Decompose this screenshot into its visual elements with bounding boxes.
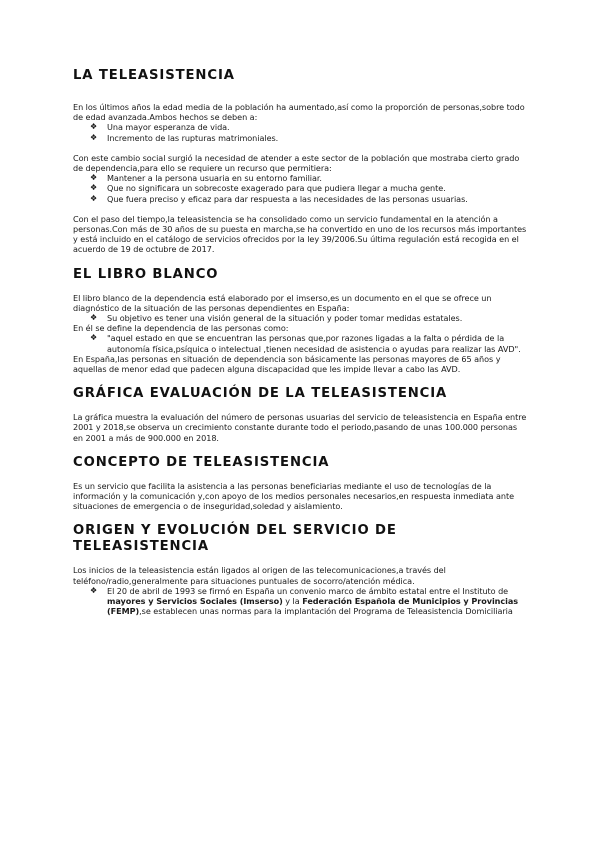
paragraph: Con este cambio social surgió la necesidad de atender a este sector de la población que mostraba cierto grado de dependencia,para ello se requiere un recurso que permitiera: (73, 152, 520, 174)
bullet-list (73, 122, 528, 142)
paragraph: En España,las personas en situación de dependencia son básicamente las personas mayores de 65 años y aquellas de menor edad que padecen alguna discapacidad que les impide llevar a cabo las AVD. (73, 353, 501, 375)
diamond-bullet-icon: ❖ (90, 173, 98, 183)
paragraph: La gráfica muestra la evaluación del número de personas usuarias del servicio de teleasistencia en España entre 2001 y 2018,se observa un crecimiento constante durante todo el periodo,pasando de unas 100.000 personas en 2001 a más de 900.000 en 2018. (73, 412, 527, 443)
diamond-bullet-icon: ❖ (90, 122, 98, 132)
paragraph: Es un servicio que facilita la asistencia a las personas beneficiarias mediante el uso de tecnologías de la información y la comunicación y,con apoyo de los medios personales necesarios,en respuesta inmediata ante situaciones de emergencia o de inseguridad,soledad y aislamiento. (73, 480, 515, 512)
list-item: ❖ El 20 de abril de 1993 se firmó en España un convenio marco de ámbito estatal entre el Instituto de mayores y Servicios Sociales (Imserso) y la Federación Española de Municipios y Provincias (FEMP),se establecen unas normas para la implantación del Programa de Teleasistencia Domiciliaria (90, 585, 519, 617)
bullet-list (73, 173, 528, 204)
list-item: ❖ Que fuera preciso y eficaz para dar respuesta a las necesidades de las personas usuarias. (90, 193, 468, 204)
heading-grafica: GRÁFICA EVALUACIÓN DE LA TELEASISTENCIA (73, 386, 448, 402)
list-item: ❖ "aquel estado en que se encuentran las personas que,por razones ligadas a la falta o pérdida de la autonomía física,psíquica o intelectual ,tienen necesidad de asistencia o ayudas para realizar las AVD". (90, 333, 521, 354)
list-item: ❖ Mantener a la persona usuaria en su entorno familiar. (90, 173, 322, 184)
heading-libro-blanco: EL LIBRO BLANCO (73, 266, 219, 282)
list-item: ❖ Incremento de las rupturas matrimoniales. (90, 132, 279, 143)
heading-origen: ORIGEN Y EVOLUCIÓN DEL SERVICIO DE TELEASISTENCIA (73, 523, 397, 555)
diamond-bullet-icon: ❖ (90, 333, 98, 343)
document-content (73, 68, 528, 617)
bold-text: mayores y Servicios Sociales (Imserso) (107, 596, 283, 607)
diamond-bullet-icon: ❖ (90, 183, 98, 193)
paragraph: En él se define la dependencia de las personas como: (73, 323, 289, 334)
bullet-list (73, 586, 528, 617)
paragraph: Con el paso del tiempo,la teleasistencia se ha consolidado como un servicio fundamental en la atención a personas.Con más de 30 años de su puesta en marcha,se ha convertido en uno de los recursos más importantes y está incluido en el catálogo de servicios ofrecidos por la ley 39/2006.Su última regulación está recogida en el acuerdo de 19 de octubre de 2017. (73, 213, 527, 255)
bullet-list (73, 333, 528, 353)
diamond-bullet-icon: ❖ (90, 585, 98, 595)
paragraph: El libro blanco de la dependencia está elaborado por el imserso,es un documento en el que se ofrece un diagnóstico de la situación de las personas dependientes en España: (73, 292, 492, 313)
bullet-list (73, 313, 528, 323)
paragraph: En los últimos años la edad media de la población ha aumentado,así como la proporción de personas,sobre todo de edad avanzada.Ambos hechos se deben a: (73, 102, 525, 123)
list-item: ❖ Una mayor esperanza de vida. (90, 122, 230, 133)
diamond-bullet-icon: ❖ (90, 193, 98, 203)
diamond-bullet-icon: ❖ (90, 313, 98, 323)
list-item: ❖ Que no significara un sobrecoste exagerado para que pudiera llegar a mucha gente. (90, 183, 446, 194)
diamond-bullet-icon: ❖ (90, 132, 98, 142)
heading-concepto: CONCEPTO DE TELEASISTENCIA (73, 454, 330, 470)
bold-text: Federación Española de Municipios y Provincias (FEMP) (107, 596, 519, 617)
list-item: ❖ Su objetivo es tener una visión general de la situación y poder tomar medidas estatales. (90, 313, 463, 324)
paragraph: Los inicios de la teleasistencia están ligados al origen de las telecomunicaciones,a través del teléfono/radio,generalmente para situaciones puntuales de socorro/atención médica. (73, 565, 446, 586)
heading-teleasistencia: LA TELEASISTENCIA (73, 68, 235, 83)
